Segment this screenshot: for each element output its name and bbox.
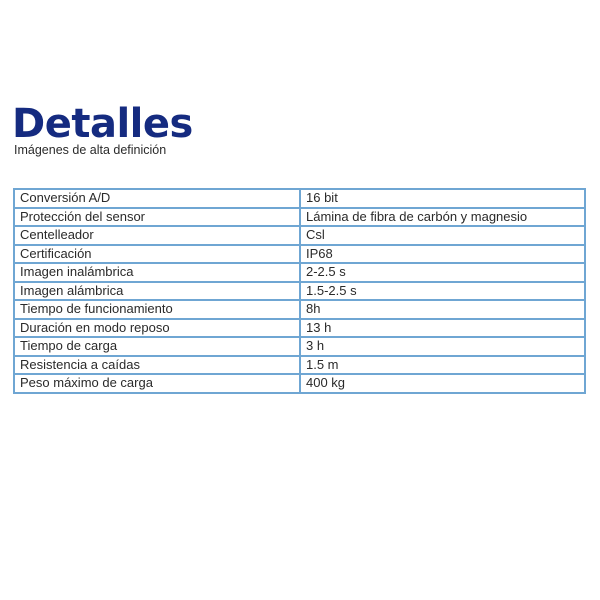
table-row — [14, 374, 585, 393]
spec-value: Lámina de fibra de carbón y magnesio — [300, 208, 585, 227]
page-subtitle: Imágenes de alta definición — [14, 143, 167, 157]
specs-table — [13, 188, 586, 394]
spec-label: Tiempo de carga — [14, 337, 300, 356]
spec-label: Duración en modo reposo — [14, 319, 300, 338]
spec-value: Csl — [300, 226, 585, 245]
spec-label: Certificación — [14, 245, 300, 264]
spec-value: 2-2.5 s — [300, 263, 585, 282]
table-row — [14, 282, 585, 301]
table-row — [14, 300, 585, 319]
table-row — [14, 245, 585, 264]
spec-value: 1.5-2.5 s — [300, 282, 585, 301]
spec-label: Resistencia a caídas — [14, 356, 300, 375]
table-row — [14, 226, 585, 245]
spec-label: Tiempo de funcionamiento — [14, 300, 300, 319]
spec-value: 8h — [300, 300, 585, 319]
table-row — [14, 263, 585, 282]
table-row — [14, 189, 585, 208]
table-row — [14, 319, 585, 338]
table-row — [14, 208, 585, 227]
spec-label: Centelleador — [14, 226, 300, 245]
page-title: Detalles — [12, 101, 193, 147]
spec-label: Peso máximo de carga — [14, 374, 300, 393]
table-row — [14, 337, 585, 356]
spec-label: Imagen inalámbrica — [14, 263, 300, 282]
table-row — [14, 356, 585, 375]
spec-value: 3 h — [300, 337, 585, 356]
spec-value: 16 bit — [300, 189, 585, 208]
spec-label: Conversión A/D — [14, 189, 300, 208]
spec-label: Imagen alámbrica — [14, 282, 300, 301]
spec-value: 13 h — [300, 319, 585, 338]
spec-value: 400 kg — [300, 374, 585, 393]
spec-label: Protección del sensor — [14, 208, 300, 227]
spec-value: 1.5 m — [300, 356, 585, 375]
spec-value: IP68 — [300, 245, 585, 264]
